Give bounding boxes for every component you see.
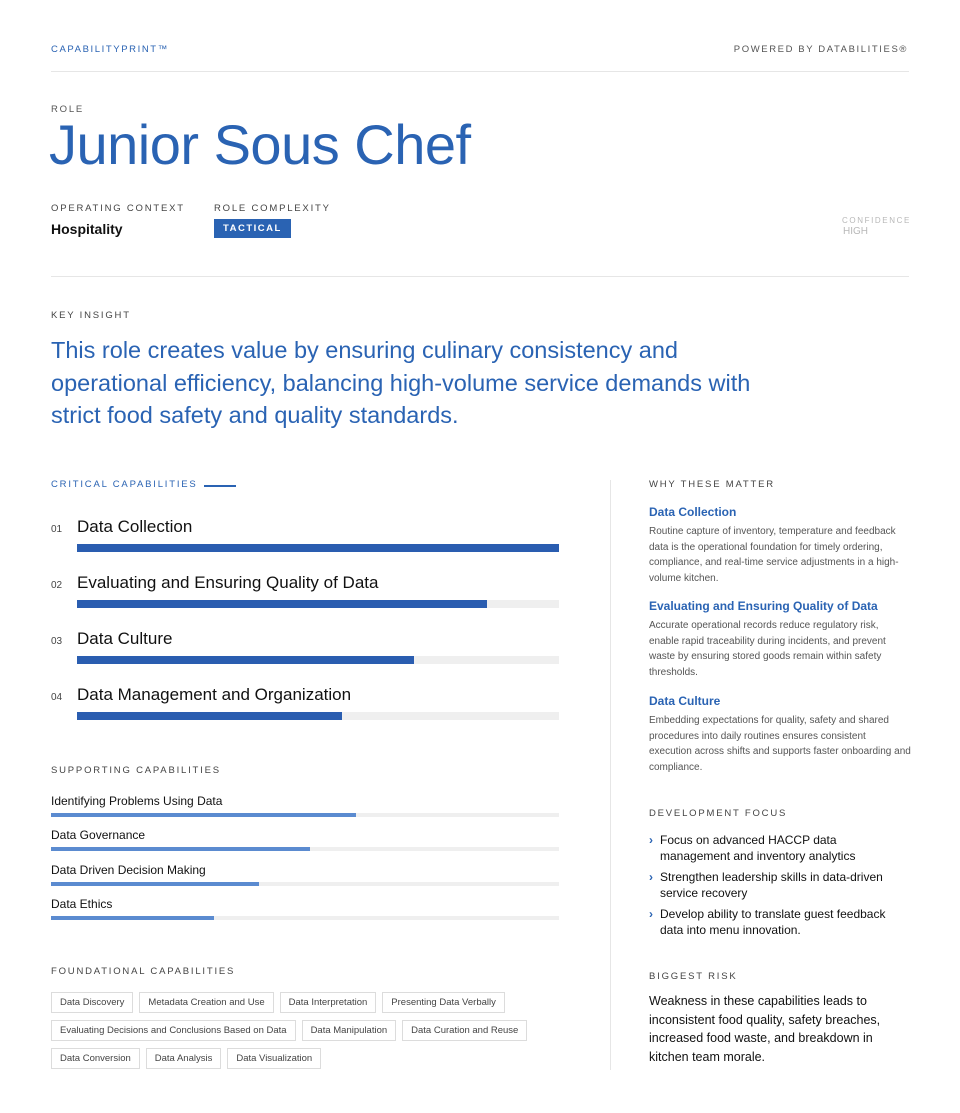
capability-bar-track <box>51 813 559 817</box>
why-item-title: Evaluating and Ensuring Quality of Data <box>649 599 878 613</box>
supporting-capabilities-label: SUPPORTING CAPABILITIES <box>51 765 221 776</box>
development-focus-label: DEVELOPMENT FOCUS <box>649 808 788 819</box>
foundational-capabilities-list <box>51 992 563 1069</box>
why-item <box>649 505 911 586</box>
capability-number: 02 <box>51 580 63 591</box>
development-focus-text: Develop ability to translate guest feedback data into menu innovation. <box>660 907 886 937</box>
role-label: ROLE <box>51 104 85 115</box>
capability-bar-track <box>77 712 559 720</box>
capability-chip: Evaluating Decisions and Conclusions Based on Data <box>51 1020 296 1041</box>
capability-bar-track <box>51 882 559 886</box>
chevron-right-icon: › <box>649 833 653 847</box>
chevron-right-icon: › <box>649 870 653 884</box>
capability-bar-track <box>51 916 559 920</box>
why-item-body: Routine capture of inventory, temperature and feedback data is the operational foundation for timely ordering, compliance, and real-time service adjustments in a high-volume kitchen. <box>649 526 899 584</box>
key-insight-text: This role creates value by ensuring culinary consistency and operational efficiency, balancing high-volume service demands with strict food safety and quality standards. <box>51 337 751 428</box>
chevron-right-icon: › <box>649 907 653 921</box>
operating-context-value: Hospitality <box>51 221 123 237</box>
capability-chip: Data Discovery <box>51 992 133 1013</box>
role-title: Junior Sous Chef <box>49 113 471 176</box>
role-complexity-label: ROLE COMPLEXITY <box>214 203 331 214</box>
capability-number: 04 <box>51 692 63 703</box>
operating-context-label: OPERATING CONTEXT <box>51 203 185 214</box>
capability-name: Data Governance <box>51 828 146 842</box>
capability-chip: Data Analysis <box>146 1048 222 1069</box>
capability-bar-fill <box>77 544 559 552</box>
biggest-risk-label: BIGGEST RISK <box>649 971 738 982</box>
capability-name: Data Collection <box>77 517 193 536</box>
why-item <box>649 694 911 775</box>
critical-capability-item <box>51 517 559 573</box>
biggest-risk-text: Weakness in these capabilities leads to inconsistent food quality, safety breaches, increased food waste, and breakdown in kitchen team morale. <box>649 994 881 1064</box>
critical-capabilities-label: CRITICAL CAPABILITIES <box>51 479 198 490</box>
capability-chip: Data Manipulation <box>302 1020 397 1041</box>
capability-name: Data Ethics <box>51 897 113 911</box>
critical-capability-item <box>51 629 559 685</box>
column-divider <box>610 480 611 1070</box>
capability-chip: Data Interpretation <box>280 992 377 1013</box>
capability-chip: Presenting Data Verbally <box>382 992 505 1013</box>
supporting-capability-item <box>51 828 559 862</box>
capability-bar-fill <box>77 656 414 664</box>
supporting-capability-item <box>51 897 559 931</box>
capability-bar-fill <box>51 813 356 817</box>
key-insight-label: KEY INSIGHT <box>51 310 131 321</box>
header-divider <box>51 71 909 72</box>
capability-bar-track <box>77 600 559 608</box>
capability-name: Identifying Problems Using Data <box>51 794 223 808</box>
why-item <box>649 599 911 680</box>
brand-name: CAPABILITYPRINT™ <box>51 44 169 55</box>
capability-number: 01 <box>51 524 63 535</box>
capability-bar-track <box>77 544 559 552</box>
critical-capability-item <box>51 573 559 629</box>
critical-capability-item <box>51 685 559 741</box>
confidence-value: HIGH <box>843 226 868 237</box>
development-focus-text: Focus on advanced HACCP data management and inventory analytics <box>660 833 856 863</box>
why-item-title: Data Collection <box>649 505 737 519</box>
capability-bar-fill <box>77 712 342 720</box>
capability-bar-track <box>77 656 559 664</box>
capability-name: Data Management and Organization <box>77 685 352 704</box>
section-divider <box>51 276 909 277</box>
capability-chip: Data Curation and Reuse <box>402 1020 527 1041</box>
why-item-title: Data Culture <box>649 694 721 708</box>
capability-chip: Metadata Creation and Use <box>139 992 273 1013</box>
capability-bar-fill <box>51 847 310 851</box>
role-complexity-badge: TACTICAL <box>214 219 291 238</box>
capability-bar-fill <box>51 916 214 920</box>
powered-by: POWERED BY DATABILITIES® <box>733 44 908 55</box>
supporting-capability-item <box>51 863 559 897</box>
capability-chip: Data Visualization <box>227 1048 321 1069</box>
capability-bar-track <box>51 847 559 851</box>
confidence-label: CONFIDENCE <box>842 216 911 225</box>
capability-number: 03 <box>51 636 63 647</box>
why-item-body: Embedding expectations for quality, safety and shared procedures into daily routines ensures consistent execution across shifts and supports faster onboarding and compliance. <box>649 715 911 773</box>
capability-chip: Data Conversion <box>51 1048 140 1069</box>
capability-name: Data Driven Decision Making <box>51 863 206 877</box>
why-item-body: Accurate operational records reduce regulatory risk, enable rapid traceability during incidents, and prevent waste by ensuring stored goods remain within safety thresholds. <box>649 620 886 678</box>
capability-bar-fill <box>51 882 259 886</box>
development-focus-text: Strengthen leadership skills in data-driven service recovery <box>660 870 883 900</box>
supporting-capability-item <box>51 794 559 828</box>
foundational-capabilities-label: FOUNDATIONAL CAPABILITIES <box>51 966 236 977</box>
critical-capabilities-accent <box>204 485 236 487</box>
why-these-matter-label: WHY THESE MATTER <box>649 479 775 490</box>
capability-name: Data Culture <box>77 629 173 648</box>
capability-bar-fill <box>77 600 487 608</box>
capability-name: Evaluating and Ensuring Quality of Data <box>77 573 379 592</box>
